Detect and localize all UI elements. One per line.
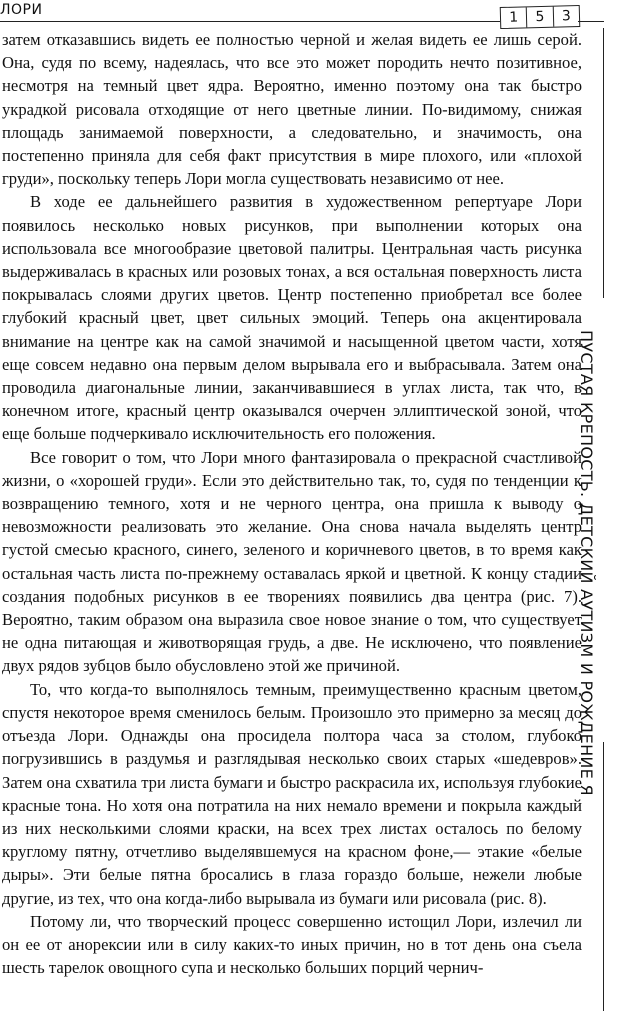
side-rule-bottom (603, 742, 604, 1011)
paragraph: затем отказавшись видеть ее полностью черной и желая видеть ее лишь серой. Она, судя по всему, надеялась, что все это может породить нечто позитивное, несмотря на темный цвет ядра. Вероятно, именно поэтому она так быстро украдкой рисовала отходящие от него цветные линии. По-видимому, снижая площадь занимаемой поверхности, а следовательно, и значимость, она постепенно приняла для себя факт присутствия в мире плохого, или «плохой груди», поскольку теперь Лори могла существовать независимо от нее. (2, 30, 582, 189)
header-rule-tail (578, 21, 604, 22)
page-number-digit: 3 (561, 8, 571, 25)
side-rule-top (603, 28, 604, 298)
paragraph: Все говорит о том, что Лори много фантазировала о прекрасной счастливой жизни, о «хорошей груди». Если это действительно так, то, судя по тенденции к возвращению темного, хотя и не черного центра, она пришла к выводу о невозможности реализовать это желание. Она снова начала выделять центр густой смесью красного, синего, зеленого и коричневого цветов, в то время как остальная часть листа по-прежнему оставалась яркой и цветной. К концу стадии создания подобных рисунков в ее творениях появились два центра (рис. 7). Вероятно, таким образом она выразила свое новое знание о том, что существует не одна питающая и животворящая грудь, а две. Не исключено, что появление двух рядов зубцов было обусловлено этой же причиной. (2, 447, 582, 676)
page-number-digit: 1 (501, 7, 528, 28)
paragraph: То, что когда-то выполнялось темным, преимущественно красным цветом, спустя некоторое время сменилось белым. Произошло это примерно за месяц до отъезда Лори. Однажды она просидела полтора часа за столом, глубоко погрузившись в раздумья и разглядывая несколько своих старых «шедевров». Затем она схватила три листа бумаги и быстро раскрасила их, используя глубокие красные тона. Но хотя она потратила на них немало времени и покрыла каждый из них несколькими слоями краски, на всех трех листах осталось по белому круглому пятну, отчетливо выделявшемуся на красном фоне,— этакие «белые дыры». Эти белые пятна бросались в глаза гораздо больше, нежели любые другие, из тех, что она когда-либо вырывала из бумаги или рисовала (рис. 8). (2, 679, 582, 908)
paragraph: В ходе ее дальнейшего развития в художественном репертуаре Лори появилось несколько новых рисунков, при выполнении которых она использовала все многообразие цветовой палитры. Центральная часть рисунка выдерживалась в красных или розовых тонах, а вся остальная поверхность листа покрывалась слоями других цветов. Центр постепенно приобретал все более глубокий красный цвет, цвет сильных эмоций. Теперь она акцентировала внимание на центре как на самой значимой и насыщенной цветом части, хотя еще совсем недавно она первым делом вырывала его и выбрасывала. Затем она проводила диагональные линии, заканчивавшиеся в углах листа, так что, в конечном итоге, красный центр оказывался очерчен эллиптической зоной, что еще больше подчеркивало исключительность его положения. (2, 192, 582, 444)
body-text (2, 28, 582, 979)
page-number-digit: 5 (527, 7, 554, 28)
page-number-box (500, 5, 581, 29)
paragraph: Потому ли, что творческий процесс совершенно истощил Лори, излечил ли он ее от анорексии или в силу каких-то иных причин, но в тот день она съела шесть тарелок овощного супа и несколько больших порций чернич- (2, 911, 582, 978)
header-rule (0, 21, 500, 22)
running-head-title: ЛОРИ (0, 2, 43, 18)
side-book-title-text: ПУСТАЯ КРЕПОСТЬ. ДЕТСКИЙ АУТИЗМ И РОЖДЕНИЕ Я (577, 330, 596, 796)
